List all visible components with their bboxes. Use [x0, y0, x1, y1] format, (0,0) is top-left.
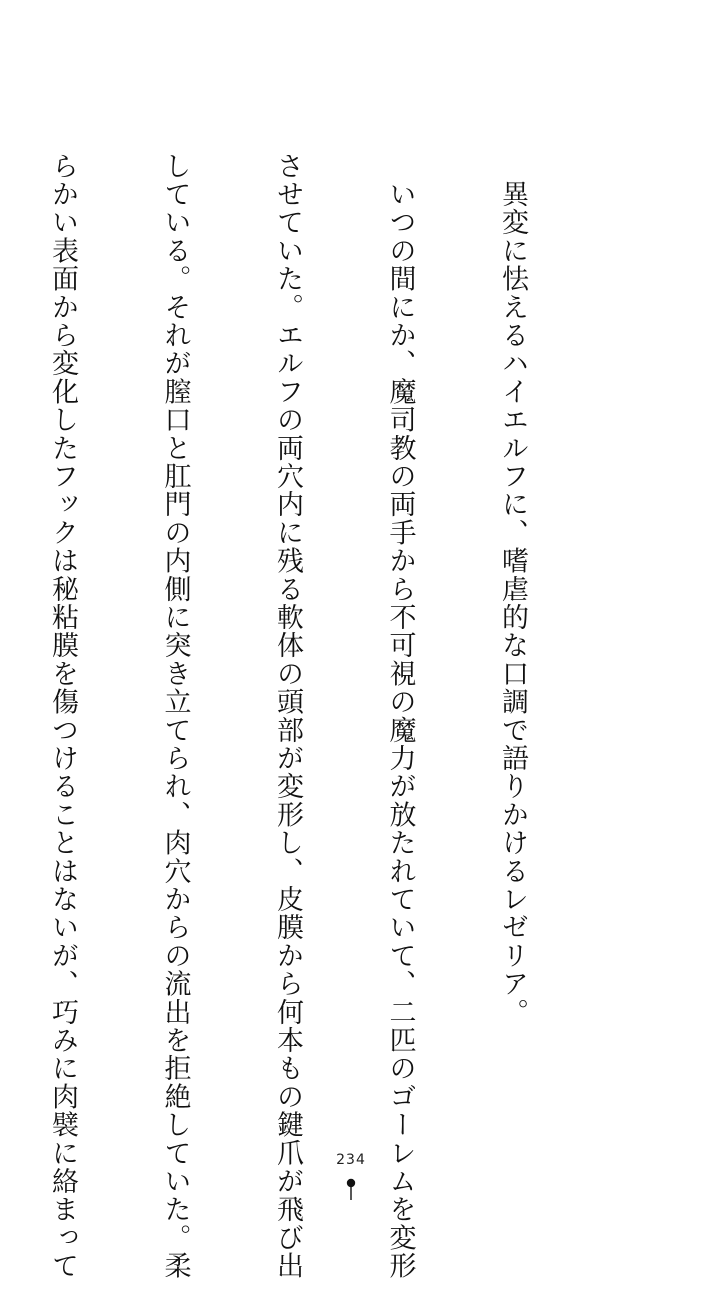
text-line: している。それが膣口と肛門の内側に突き立てられ、肉穴からの流出を拒絶していた。柔 [159, 152, 191, 1280]
text-line: いつの間にか、魔司教の両手から不可視の魔力が放たれていて、二匹のゴーレムを変形 [384, 152, 416, 1280]
page-marker-icon [345, 1178, 357, 1200]
text-line: 異変に怯えるハイエルフに、嗜虐的な口調で語りかけるレゼリア。 [497, 152, 528, 1027]
text-line: させていた。エルフの両穴内に残る軟体の頭部が変形し、皮膜から何本もの鍵爪が飛び出 [272, 152, 303, 1280]
text-line: らかい表面から変化したフックは秘粘膜を傷つけることはないが、巧みに肉襞に絡まって [47, 152, 78, 1280]
page-number: 234 [336, 1152, 366, 1168]
